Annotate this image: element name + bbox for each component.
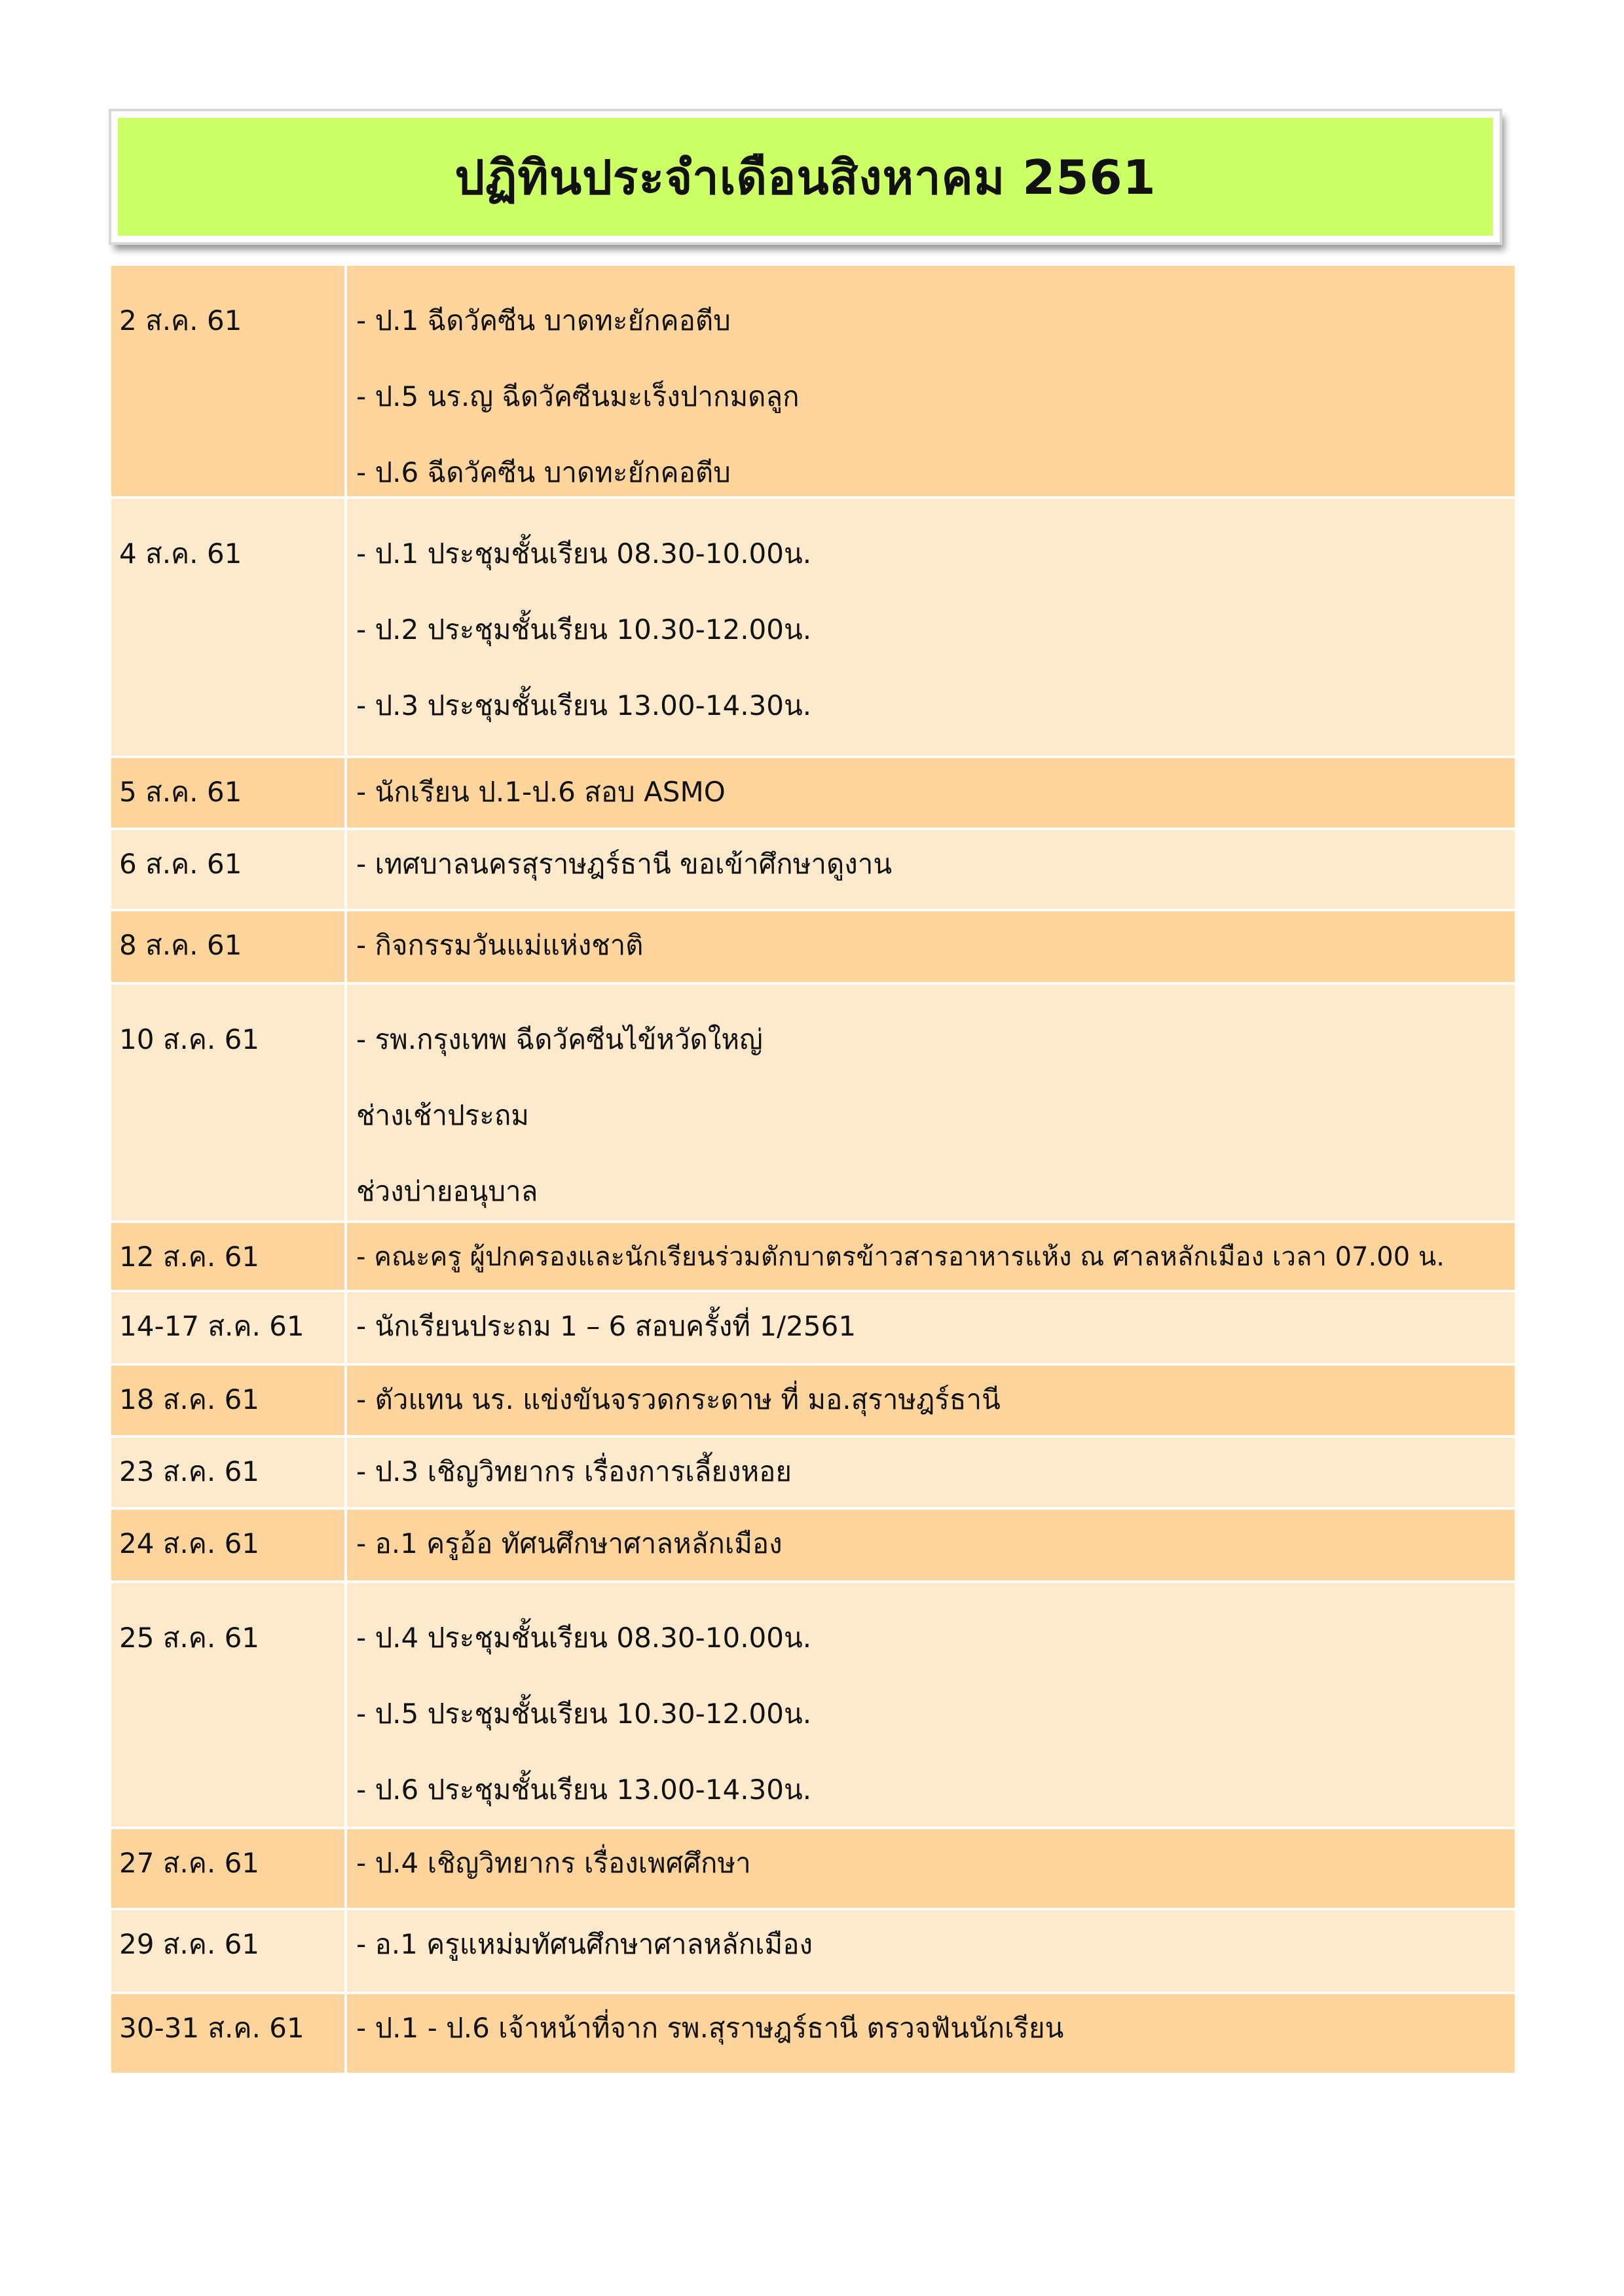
event-line: - ป.6 ฉีดวัคซีน บาดทะยักคอตีบ [356, 456, 731, 488]
table-row [111, 1829, 1515, 1910]
event-cell [347, 985, 1515, 1220]
date-text: 5 ส.ค. 61 [119, 776, 242, 808]
table-row [111, 1910, 1515, 1994]
event-line: - ป.5 ประชุมชั้นเรียน 10.30-12.00น. [356, 1698, 812, 1730]
event-line: - ป.1 ฉีดวัคซีน บาดทะยักคอตีบ [356, 304, 731, 337]
table-row [111, 1292, 1515, 1366]
date-text: 23 ส.ค. 61 [119, 1455, 260, 1487]
table-row [111, 1994, 1515, 2075]
event-line: - นักเรียน ป.1-ป.6 สอบ ASMO [356, 776, 726, 808]
date-cell [111, 1438, 347, 1507]
event-line: - ป.3 เชิญวิทยากร เรื่องการเลี้ยงหอย [356, 1455, 792, 1487]
event-cell [347, 499, 1515, 756]
date-cell [111, 1366, 347, 1435]
event-line: ช่างเช้าประถม [356, 1099, 529, 1131]
event-line: - รพ.กรุงเทพ ฉีดวัคซีนไข้หวัดใหญ่ [356, 1023, 763, 1055]
table-row [111, 1438, 1515, 1510]
table-row [111, 830, 1515, 911]
event-cell [347, 1366, 1515, 1435]
date-cell [111, 499, 347, 756]
date-cell [111, 1510, 347, 1580]
event-cell [347, 830, 1515, 909]
date-cell [111, 830, 347, 909]
event-line: - ป.5 นร.ญ ฉีดวัคซีนมะเร็งปากมดลูก [356, 380, 800, 412]
table-row [111, 266, 1515, 499]
event-line: - ป.4 ประชุมชั้นเรียน 08.30-10.00น. [356, 1622, 812, 1654]
date-cell [111, 1292, 347, 1363]
event-line: - กิจกรรมวันแม่แห่งชาติ [356, 929, 644, 961]
date-cell [111, 1994, 347, 2073]
date-text: 18 ส.ค. 61 [119, 1383, 260, 1415]
event-cell [347, 1438, 1515, 1507]
event-cell [347, 1829, 1515, 1908]
table-row [111, 911, 1515, 985]
date-text: 29 ส.ค. 61 [119, 1928, 260, 1960]
page-title: ปฏิทินประจำเดือนสิงหาคม 2561 [454, 149, 1156, 205]
date-cell [111, 758, 347, 828]
event-cell [347, 1583, 1515, 1827]
event-line: - นักเรียนประถม 1 – 6 สอบครั้งที่ 1/2561 [356, 1310, 857, 1342]
date-text: 24 ส.ค. 61 [119, 1527, 260, 1559]
table-row [111, 1583, 1515, 1829]
date-text: 8 ส.ค. 61 [119, 929, 242, 961]
table-row [111, 1366, 1515, 1438]
date-text: 14-17 ส.ค. 61 [119, 1310, 304, 1342]
date-text: 2 ส.ค. 61 [119, 304, 242, 337]
event-cell [347, 758, 1515, 828]
date-cell [111, 1583, 347, 1827]
event-line: - ป.3 ประชุมชั้นเรียน 13.00-14.30น. [356, 689, 812, 721]
event-line: - ป.6 ประชุมชั้นเรียน 13.00-14.30น. [356, 1774, 812, 1806]
event-cell [347, 1994, 1515, 2073]
event-line: - ตัวแทน นร. แข่งขันจรวดกระดาษ ที่ มอ.สุราษฎร์ธานี [356, 1383, 1001, 1415]
date-cell [111, 911, 347, 982]
date-text: 6 ส.ค. 61 [119, 848, 242, 880]
date-text: 12 ส.ค. 61 [119, 1241, 260, 1273]
date-text: 30-31 ส.ค. 61 [119, 2012, 304, 2044]
event-line: - ป.4 เชิญวิทยากร เรื่องเพศศึกษา [356, 1847, 751, 1879]
date-text: 27 ส.ค. 61 [119, 1847, 260, 1879]
event-line: - อ.1 ครูแหม่มทัศนศึกษาศาลหลักเมือง [356, 1928, 813, 1960]
date-text: 25 ส.ค. 61 [119, 1622, 260, 1654]
event-line: - ป.1 ประชุมชั้นเรียน 08.30-10.00น. [356, 538, 812, 570]
event-line: - อ.1 ครูอ้อ ทัศนศึกษาศาลหลักเมือง [356, 1527, 783, 1559]
event-cell [347, 1510, 1515, 1580]
table-row [111, 499, 1515, 758]
event-cell [347, 1223, 1515, 1290]
date-text: 10 ส.ค. 61 [119, 1023, 260, 1055]
date-text: 4 ส.ค. 61 [119, 538, 242, 570]
table-row [111, 1223, 1515, 1292]
title-banner [111, 111, 1500, 242]
event-line: - เทศบาลนครสุราษฎร์ธานี ขอเข้าศึกษาดูงาน [356, 848, 893, 880]
calendar-table [111, 266, 1515, 2075]
event-cell [347, 1292, 1515, 1363]
event-line: - ป.1 - ป.6 เจ้าหน้าที่จาก รพ.สุราษฎร์ธานี ตรวจฟันนักเรียน [356, 2012, 1064, 2044]
date-cell [111, 985, 347, 1220]
event-line: - คณะครู ผู้ปกครองและนักเรียนร่วมตักบาตรข้าวสารอาหารแห้ง ณ ศาลหลักเมือง เวลา 07.00 น. [356, 1242, 1445, 1272]
date-cell [111, 1223, 347, 1290]
table-row [111, 1510, 1515, 1583]
table-row [111, 758, 1515, 830]
event-line: - ป.2 ประชุมชั้นเรียน 10.30-12.00น. [356, 613, 812, 646]
event-line: ช่วงบ่ายอนุบาล [356, 1175, 538, 1207]
date-cell [111, 266, 347, 496]
table-row [111, 985, 1515, 1223]
event-cell [347, 266, 1515, 496]
date-cell [111, 1910, 347, 1992]
date-cell [111, 1829, 347, 1908]
event-cell [347, 1910, 1515, 1992]
event-cell [347, 911, 1515, 982]
